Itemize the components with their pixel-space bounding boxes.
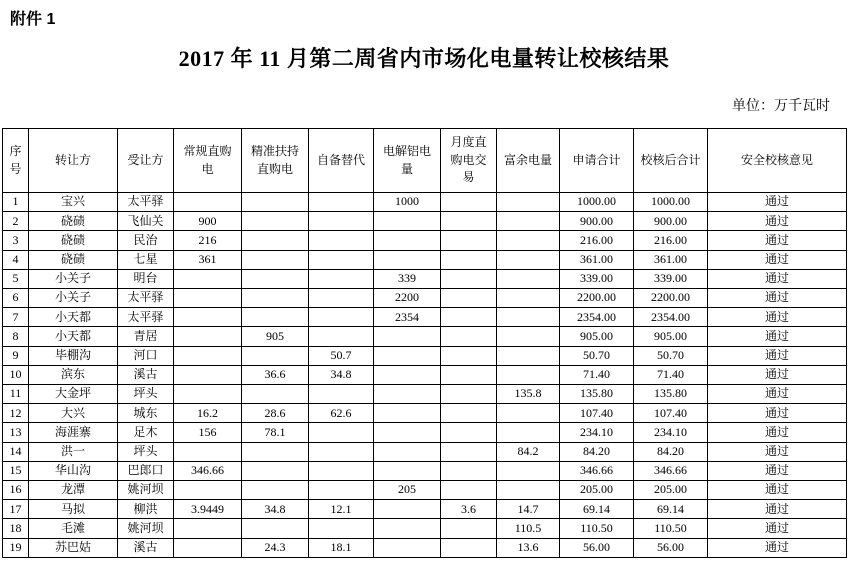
transferee-cell: 足木 bbox=[118, 423, 174, 442]
transferor-cell: 宝兴 bbox=[29, 193, 118, 212]
transferor-cell: 洪一 bbox=[29, 442, 118, 461]
table-row bbox=[3, 231, 847, 250]
applied-total-cell: 84.20 bbox=[560, 442, 634, 461]
serial-number-cell: 4 bbox=[3, 250, 29, 269]
regular-direct-purchase-cell bbox=[174, 519, 242, 538]
safety-review-opinion-cell: 通过 bbox=[708, 461, 847, 480]
transferor-cell: 滨东 bbox=[29, 365, 118, 384]
transferor-cell: 硗碛 bbox=[29, 250, 118, 269]
surplus-power-cell bbox=[497, 289, 560, 308]
surplus-power-cell bbox=[497, 423, 560, 442]
self-supply-substitution-cell bbox=[309, 442, 374, 461]
serial-number-cell: 19 bbox=[3, 538, 29, 557]
safety-review-opinion-cell: 通过 bbox=[708, 519, 847, 538]
table-row bbox=[3, 289, 847, 308]
regular-direct-purchase-cell: 156 bbox=[174, 423, 242, 442]
verified-total-cell: 205.00 bbox=[634, 481, 708, 500]
serial-number-cell: 13 bbox=[3, 423, 29, 442]
monthly-direct-purchase-trade-cell bbox=[441, 481, 497, 500]
transferor-cell: 大兴 bbox=[29, 404, 118, 423]
applied-total-cell: 234.10 bbox=[560, 423, 634, 442]
verified-total-cell: 905.00 bbox=[634, 327, 708, 346]
transferor-cell: 小关子 bbox=[29, 269, 118, 288]
serial-number-cell: 9 bbox=[3, 346, 29, 365]
serial-number-cell: 6 bbox=[3, 289, 29, 308]
monthly-direct-purchase-trade-cell bbox=[441, 385, 497, 404]
self-supply-substitution-cell bbox=[309, 519, 374, 538]
applied-total-cell: 905.00 bbox=[560, 327, 634, 346]
col-header-electrolytic-aluminum-volume: 电解铝电量 bbox=[374, 129, 441, 193]
verified-total-cell: 339.00 bbox=[634, 269, 708, 288]
col-header-transferor: 转让方 bbox=[29, 129, 118, 193]
safety-review-opinion-cell: 通过 bbox=[708, 442, 847, 461]
surplus-power-cell: 135.8 bbox=[497, 385, 560, 404]
self-supply-substitution-cell bbox=[309, 289, 374, 308]
transferee-cell: 太平驿 bbox=[118, 308, 174, 327]
serial-number-cell: 15 bbox=[3, 461, 29, 480]
table-row bbox=[3, 423, 847, 442]
surplus-power-cell bbox=[497, 250, 560, 269]
transferee-cell: 明台 bbox=[118, 269, 174, 288]
applied-total-cell: 205.00 bbox=[560, 481, 634, 500]
regular-direct-purchase-cell bbox=[174, 365, 242, 384]
verified-total-cell: 56.00 bbox=[634, 538, 708, 557]
self-supply-substitution-cell bbox=[309, 423, 374, 442]
safety-review-opinion-cell: 通过 bbox=[708, 365, 847, 384]
electrolytic-aluminum-volume-cell bbox=[374, 327, 441, 346]
safety-review-opinion-cell: 通过 bbox=[708, 231, 847, 250]
serial-number-cell: 8 bbox=[3, 327, 29, 346]
transferee-cell: 柳洪 bbox=[118, 500, 174, 519]
table-row bbox=[3, 212, 847, 231]
applied-total-cell: 2354.00 bbox=[560, 308, 634, 327]
monthly-direct-purchase-trade-cell bbox=[441, 519, 497, 538]
table-row bbox=[3, 519, 847, 538]
electrolytic-aluminum-volume-cell: 2354 bbox=[374, 308, 441, 327]
targeted-support-direct-purchase-cell bbox=[242, 212, 309, 231]
transferor-cell: 海涯寨 bbox=[29, 423, 118, 442]
safety-review-opinion-cell: 通过 bbox=[708, 346, 847, 365]
verified-total-cell: 84.20 bbox=[634, 442, 708, 461]
monthly-direct-purchase-trade-cell bbox=[441, 308, 497, 327]
transferee-cell: 太平驿 bbox=[118, 289, 174, 308]
surplus-power-cell bbox=[497, 461, 560, 480]
regular-direct-purchase-cell: 16.2 bbox=[174, 404, 242, 423]
serial-number-cell: 17 bbox=[3, 500, 29, 519]
safety-review-opinion-cell: 通过 bbox=[708, 481, 847, 500]
transferor-cell: 毕棚沟 bbox=[29, 346, 118, 365]
table-row bbox=[3, 442, 847, 461]
transferor-cell: 华山沟 bbox=[29, 461, 118, 480]
electrolytic-aluminum-volume-cell: 205 bbox=[374, 481, 441, 500]
applied-total-cell: 69.14 bbox=[560, 500, 634, 519]
monthly-direct-purchase-trade-cell bbox=[441, 327, 497, 346]
electrolytic-aluminum-volume-cell bbox=[374, 404, 441, 423]
surplus-power-cell bbox=[497, 346, 560, 365]
col-header-serial-number: 序号 bbox=[3, 129, 29, 193]
col-header-self-supply-substitution: 自备替代 bbox=[309, 129, 374, 193]
self-supply-substitution-cell: 50.7 bbox=[309, 346, 374, 365]
regular-direct-purchase-cell bbox=[174, 538, 242, 557]
monthly-direct-purchase-trade-cell bbox=[441, 231, 497, 250]
col-header-applied-total: 申请合计 bbox=[560, 129, 634, 193]
self-supply-substitution-cell bbox=[309, 250, 374, 269]
transferor-cell: 硗碛 bbox=[29, 212, 118, 231]
verified-total-cell: 2354.00 bbox=[634, 308, 708, 327]
transferor-cell: 大金坪 bbox=[29, 385, 118, 404]
verified-total-cell: 69.14 bbox=[634, 500, 708, 519]
transferee-cell: 坪头 bbox=[118, 442, 174, 461]
applied-total-cell: 2200.00 bbox=[560, 289, 634, 308]
monthly-direct-purchase-trade-cell bbox=[441, 212, 497, 231]
targeted-support-direct-purchase-cell bbox=[242, 250, 309, 269]
table-row bbox=[3, 269, 847, 288]
targeted-support-direct-purchase-cell bbox=[242, 231, 309, 250]
verified-total-cell: 234.10 bbox=[634, 423, 708, 442]
monthly-direct-purchase-trade-cell bbox=[441, 442, 497, 461]
serial-number-cell: 1 bbox=[3, 193, 29, 212]
monthly-direct-purchase-trade-cell bbox=[441, 461, 497, 480]
table-row bbox=[3, 365, 847, 384]
transferee-cell: 七星 bbox=[118, 250, 174, 269]
regular-direct-purchase-cell bbox=[174, 289, 242, 308]
safety-review-opinion-cell: 通过 bbox=[708, 193, 847, 212]
self-supply-substitution-cell bbox=[309, 385, 374, 404]
surplus-power-cell bbox=[497, 365, 560, 384]
transferor-cell: 毛滩 bbox=[29, 519, 118, 538]
unit-label: 单位：万千瓦时 bbox=[732, 99, 830, 114]
table-header bbox=[3, 129, 847, 193]
serial-number-cell: 16 bbox=[3, 481, 29, 500]
electrolytic-aluminum-volume-cell: 339 bbox=[374, 269, 441, 288]
electrolytic-aluminum-volume-cell bbox=[374, 442, 441, 461]
electrolytic-aluminum-volume-cell bbox=[374, 500, 441, 519]
surplus-power-cell bbox=[497, 193, 560, 212]
electrolytic-aluminum-volume-cell bbox=[374, 250, 441, 269]
regular-direct-purchase-cell bbox=[174, 193, 242, 212]
serial-number-cell: 3 bbox=[3, 231, 29, 250]
self-supply-substitution-cell bbox=[309, 193, 374, 212]
transferee-cell: 飞仙关 bbox=[118, 212, 174, 231]
serial-number-cell: 5 bbox=[3, 269, 29, 288]
self-supply-substitution-cell bbox=[309, 327, 374, 346]
electrolytic-aluminum-volume-cell: 2200 bbox=[374, 289, 441, 308]
transferor-cell: 小天都 bbox=[29, 308, 118, 327]
table-body bbox=[3, 193, 847, 558]
electrolytic-aluminum-volume-cell bbox=[374, 212, 441, 231]
col-header-surplus-power: 富余电量 bbox=[497, 129, 560, 193]
targeted-support-direct-purchase-cell bbox=[242, 346, 309, 365]
applied-total-cell: 135.80 bbox=[560, 385, 634, 404]
verified-total-cell: 900.00 bbox=[634, 212, 708, 231]
col-header-safety-review-opinion: 安全校核意见 bbox=[708, 129, 847, 193]
verified-total-cell: 135.80 bbox=[634, 385, 708, 404]
surplus-power-cell bbox=[497, 212, 560, 231]
safety-review-opinion-cell: 通过 bbox=[708, 327, 847, 346]
electrolytic-aluminum-volume-cell: 1000 bbox=[374, 193, 441, 212]
monthly-direct-purchase-trade-cell bbox=[441, 538, 497, 557]
electrolytic-aluminum-volume-cell bbox=[374, 231, 441, 250]
targeted-support-direct-purchase-cell: 78.1 bbox=[242, 423, 309, 442]
targeted-support-direct-purchase-cell bbox=[242, 442, 309, 461]
regular-direct-purchase-cell bbox=[174, 346, 242, 365]
serial-number-cell: 10 bbox=[3, 365, 29, 384]
applied-total-cell: 216.00 bbox=[560, 231, 634, 250]
transferor-cell: 小关子 bbox=[29, 289, 118, 308]
targeted-support-direct-purchase-cell: 34.8 bbox=[242, 500, 309, 519]
surplus-power-cell bbox=[497, 404, 560, 423]
safety-review-opinion-cell: 通过 bbox=[708, 538, 847, 557]
transferee-cell: 青居 bbox=[118, 327, 174, 346]
col-header-verified-total: 校核后合计 bbox=[634, 129, 708, 193]
regular-direct-purchase-cell bbox=[174, 481, 242, 500]
targeted-support-direct-purchase-cell bbox=[242, 385, 309, 404]
table-row bbox=[3, 250, 847, 269]
transferee-cell: 溪古 bbox=[118, 365, 174, 384]
surplus-power-cell: 13.6 bbox=[497, 538, 560, 557]
transferor-cell: 马拟 bbox=[29, 500, 118, 519]
surplus-power-cell: 84.2 bbox=[497, 442, 560, 461]
targeted-support-direct-purchase-cell: 28.6 bbox=[242, 404, 309, 423]
transferee-cell: 坪头 bbox=[118, 385, 174, 404]
electrolytic-aluminum-volume-cell bbox=[374, 423, 441, 442]
applied-total-cell: 107.40 bbox=[560, 404, 634, 423]
surplus-power-cell: 14.7 bbox=[497, 500, 560, 519]
table-row bbox=[3, 461, 847, 480]
verified-total-cell: 1000.00 bbox=[634, 193, 708, 212]
regular-direct-purchase-cell bbox=[174, 327, 242, 346]
monthly-direct-purchase-trade-cell bbox=[441, 250, 497, 269]
monthly-direct-purchase-trade-cell bbox=[441, 269, 497, 288]
table-row bbox=[3, 481, 847, 500]
safety-review-opinion-cell: 通过 bbox=[708, 385, 847, 404]
surplus-power-cell bbox=[497, 269, 560, 288]
self-supply-substitution-cell bbox=[309, 269, 374, 288]
safety-review-opinion-cell: 通过 bbox=[708, 308, 847, 327]
monthly-direct-purchase-trade-cell bbox=[441, 193, 497, 212]
monthly-direct-purchase-trade-cell bbox=[441, 289, 497, 308]
serial-number-cell: 12 bbox=[3, 404, 29, 423]
self-supply-substitution-cell bbox=[309, 212, 374, 231]
col-header-regular-direct-purchase: 常规直购电 bbox=[174, 129, 242, 193]
self-supply-substitution-cell bbox=[309, 481, 374, 500]
applied-total-cell: 110.50 bbox=[560, 519, 634, 538]
applied-total-cell: 361.00 bbox=[560, 250, 634, 269]
verified-total-cell: 107.40 bbox=[634, 404, 708, 423]
targeted-support-direct-purchase-cell bbox=[242, 519, 309, 538]
targeted-support-direct-purchase-cell bbox=[242, 193, 309, 212]
transferee-cell: 城东 bbox=[118, 404, 174, 423]
electrolytic-aluminum-volume-cell bbox=[374, 346, 441, 365]
self-supply-substitution-cell: 12.1 bbox=[309, 500, 374, 519]
transferee-cell: 河口 bbox=[118, 346, 174, 365]
transferee-cell: 民治 bbox=[118, 231, 174, 250]
targeted-support-direct-purchase-cell bbox=[242, 308, 309, 327]
transferor-cell: 小天都 bbox=[29, 327, 118, 346]
regular-direct-purchase-cell: 346.66 bbox=[174, 461, 242, 480]
self-supply-substitution-cell bbox=[309, 231, 374, 250]
monthly-direct-purchase-trade-cell bbox=[441, 346, 497, 365]
transferee-cell: 巴郎口 bbox=[118, 461, 174, 480]
verified-total-cell: 71.40 bbox=[634, 365, 708, 384]
monthly-direct-purchase-trade-cell bbox=[441, 423, 497, 442]
surplus-power-cell: 110.5 bbox=[497, 519, 560, 538]
applied-total-cell: 56.00 bbox=[560, 538, 634, 557]
applied-total-cell: 346.66 bbox=[560, 461, 634, 480]
verified-total-cell: 50.70 bbox=[634, 346, 708, 365]
table-row bbox=[3, 404, 847, 423]
col-header-targeted-support-direct-purchase: 精准扶持直购电 bbox=[242, 129, 309, 193]
self-supply-substitution-cell: 62.6 bbox=[309, 404, 374, 423]
applied-total-cell: 339.00 bbox=[560, 269, 634, 288]
surplus-power-cell bbox=[497, 231, 560, 250]
self-supply-substitution-cell bbox=[309, 461, 374, 480]
serial-number-cell: 14 bbox=[3, 442, 29, 461]
surplus-power-cell bbox=[497, 327, 560, 346]
table-row bbox=[3, 327, 847, 346]
transferor-cell: 龙潭 bbox=[29, 481, 118, 500]
regular-direct-purchase-cell: 361 bbox=[174, 250, 242, 269]
monthly-direct-purchase-trade-cell: 3.6 bbox=[441, 500, 497, 519]
electrolytic-aluminum-volume-cell bbox=[374, 538, 441, 557]
electrolytic-aluminum-volume-cell bbox=[374, 385, 441, 404]
targeted-support-direct-purchase-cell bbox=[242, 461, 309, 480]
table-header-row bbox=[3, 129, 847, 193]
targeted-support-direct-purchase-cell bbox=[242, 289, 309, 308]
verified-total-cell: 216.00 bbox=[634, 231, 708, 250]
transferee-cell: 姚河坝 bbox=[118, 481, 174, 500]
targeted-support-direct-purchase-cell: 24.3 bbox=[242, 538, 309, 557]
targeted-support-direct-purchase-cell: 905 bbox=[242, 327, 309, 346]
serial-number-cell: 2 bbox=[3, 212, 29, 231]
applied-total-cell: 1000.00 bbox=[560, 193, 634, 212]
applied-total-cell: 71.40 bbox=[560, 365, 634, 384]
self-supply-substitution-cell: 18.1 bbox=[309, 538, 374, 557]
table-row bbox=[3, 308, 847, 327]
serial-number-cell: 11 bbox=[3, 385, 29, 404]
table-row bbox=[3, 193, 847, 212]
table-row bbox=[3, 538, 847, 557]
regular-direct-purchase-cell bbox=[174, 385, 242, 404]
self-supply-substitution-cell bbox=[309, 308, 374, 327]
electrolytic-aluminum-volume-cell bbox=[374, 519, 441, 538]
verified-total-cell: 110.50 bbox=[634, 519, 708, 538]
regular-direct-purchase-cell: 216 bbox=[174, 231, 242, 250]
safety-review-opinion-cell: 通过 bbox=[708, 289, 847, 308]
safety-review-opinion-cell: 通过 bbox=[708, 212, 847, 231]
regular-direct-purchase-cell: 900 bbox=[174, 212, 242, 231]
table-row bbox=[3, 500, 847, 519]
serial-number-cell: 18 bbox=[3, 519, 29, 538]
safety-review-opinion-cell: 通过 bbox=[708, 404, 847, 423]
verified-total-cell: 361.00 bbox=[634, 250, 708, 269]
targeted-support-direct-purchase-cell bbox=[242, 269, 309, 288]
regular-direct-purchase-cell bbox=[174, 269, 242, 288]
transferor-cell: 苏巴姑 bbox=[29, 538, 118, 557]
safety-review-opinion-cell: 通过 bbox=[708, 500, 847, 519]
targeted-support-direct-purchase-cell: 36.6 bbox=[242, 365, 309, 384]
targeted-support-direct-purchase-cell bbox=[242, 481, 309, 500]
electrolytic-aluminum-volume-cell bbox=[374, 365, 441, 384]
table-row bbox=[3, 385, 847, 404]
transferor-cell: 硗碛 bbox=[29, 231, 118, 250]
monthly-direct-purchase-trade-cell bbox=[441, 404, 497, 423]
transferee-cell: 溪古 bbox=[118, 538, 174, 557]
serial-number-cell: 7 bbox=[3, 308, 29, 327]
applied-total-cell: 900.00 bbox=[560, 212, 634, 231]
electrolytic-aluminum-volume-cell bbox=[374, 461, 441, 480]
verified-total-cell: 346.66 bbox=[634, 461, 708, 480]
self-supply-substitution-cell: 34.8 bbox=[309, 365, 374, 384]
regular-direct-purchase-cell bbox=[174, 442, 242, 461]
surplus-power-cell bbox=[497, 481, 560, 500]
col-header-monthly-direct-purchase-trade: 月度直购电交易 bbox=[441, 129, 497, 193]
page-title: 2017 年 11 月第二周省内市场化电量转让校核结果 bbox=[178, 46, 670, 71]
surplus-power-cell bbox=[497, 308, 560, 327]
monthly-direct-purchase-trade-cell bbox=[441, 365, 497, 384]
transferee-cell: 姚河坝 bbox=[118, 519, 174, 538]
regular-direct-purchase-cell bbox=[174, 308, 242, 327]
safety-review-opinion-cell: 通过 bbox=[708, 250, 847, 269]
verification-results-table bbox=[2, 128, 847, 558]
regular-direct-purchase-cell: 3.9449 bbox=[174, 500, 242, 519]
table-row bbox=[3, 346, 847, 365]
attachment-label: 附件 1 bbox=[10, 11, 56, 28]
safety-review-opinion-cell: 通过 bbox=[708, 423, 847, 442]
safety-review-opinion-cell: 通过 bbox=[708, 269, 847, 288]
transferee-cell: 太平驿 bbox=[118, 193, 174, 212]
col-header-transferee: 受让方 bbox=[118, 129, 174, 193]
verified-total-cell: 2200.00 bbox=[634, 289, 708, 308]
applied-total-cell: 50.70 bbox=[560, 346, 634, 365]
